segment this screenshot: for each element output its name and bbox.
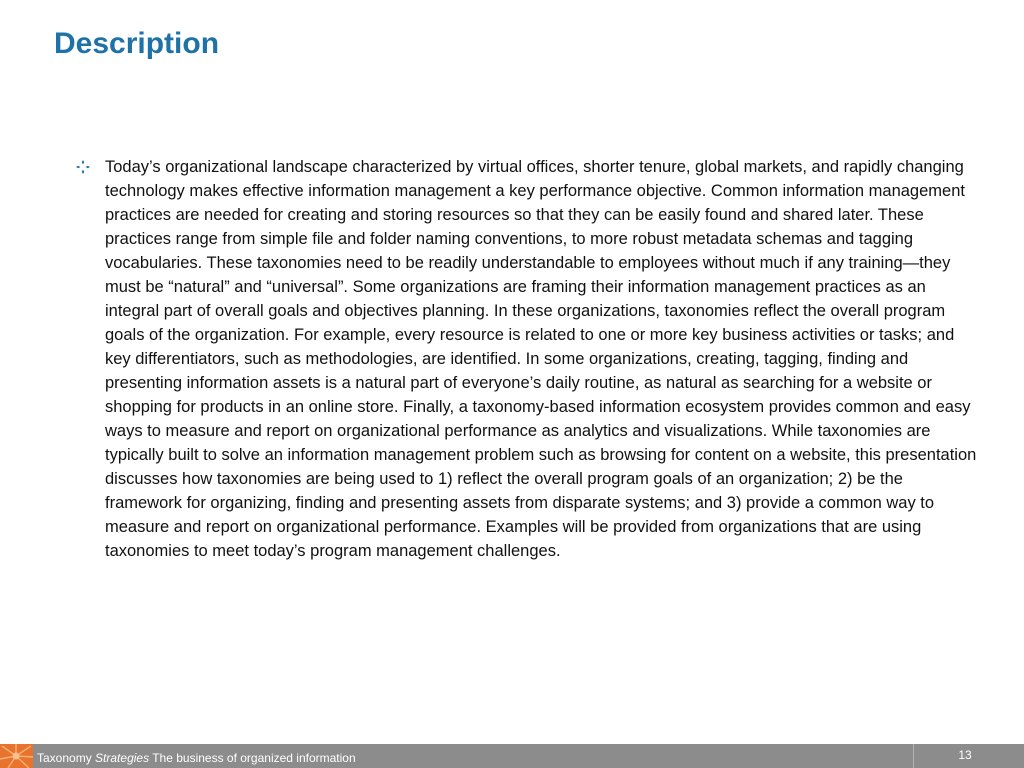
bullet-text: Today’s organizational landscape characterized by virtual offices, shorter tenure, global markets, and rapidly changing technology makes effective information management a key performance objective. Common information management practices are needed for creating and storing resources so that they can be easily found and shared later. These practices range from simple file and folder naming conventions, to more robust metadata schemas and tagging vocabularies. These taxonomies need to be readily understandable to employees without much if any training—they must be “natural” and “universal”. Some organizations are framing their information management practices as an integral part of overall goals and objectives planning. In these organizations, taxonomies reflect the overall program goals of the organization. For example, every resource is related to one or more key business activities or tasks; and key differentiators, such as methodologies, are identified. In some organizations, creating, tagging, finding and presenting information assets is a natural part of everyone’s daily routine, as natural as searching for a website or shopping for products in an online store. Finally, a taxonomy-based information ecosystem provides common and easy ways to measure and report on organizational performance as analytics and visualizations. While taxonomies are typically built to solve an information management problem such as browsing for content on a website, this presentation discusses how taxonomies are being used to 1) reflect the overall program goals of an organization; 2) be the framework for organizing, finding and presenting assets from disparate systems; and 3) provide a common way to measure and report on organizational performance. Examples will be provided from organizations that are using taxonomies to meet today’s program management challenges. xyxy=(105,158,977,560)
footer-brand xyxy=(37,751,356,765)
slide-title: Description xyxy=(54,27,220,60)
footer-brand-prefix: Taxonomy xyxy=(37,751,92,765)
footer-bar xyxy=(0,744,1024,768)
diamond-bullet-icon xyxy=(76,160,90,174)
footer-divider xyxy=(913,744,914,768)
orange-starburst-logo-icon xyxy=(0,744,33,768)
footer-tagline: The business of organized information xyxy=(152,751,356,765)
footer-brand-italic: Strategies xyxy=(95,751,150,765)
page-number: 13 xyxy=(958,748,972,762)
